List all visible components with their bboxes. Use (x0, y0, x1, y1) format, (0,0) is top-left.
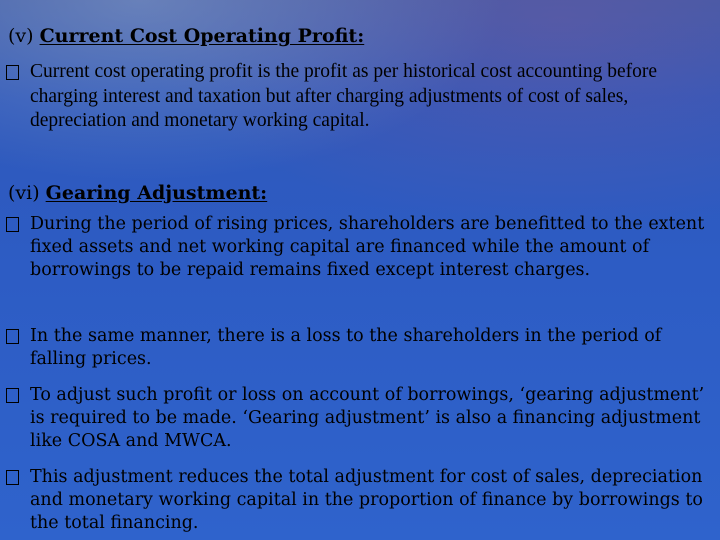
heading-number: (v) (8, 25, 34, 47)
bullet-text: Current cost operating profit is the profit as per historical cost accounting before charging interest and taxation but after charging adjustments of cost of sales, depreciation and monetary working capital. (30, 61, 658, 131)
bullet-item (6, 60, 706, 134)
bullet-text: During the period of rising prices, shareholders are benefitted to the extent fixed assets and net working capital are financed while the amount of borrowings to be repaid remains fixed except interest charges. (30, 214, 705, 281)
heading-gearing-adjustment (8, 181, 267, 205)
heading-current-cost-operating-profit (8, 24, 364, 48)
bullet-box-icon (6, 329, 19, 344)
bullet-item (6, 213, 706, 283)
bullet-box-icon (6, 470, 19, 485)
heading-title: Gearing Adjustment: (45, 182, 268, 204)
bullet-box-icon (6, 65, 19, 80)
bullet-text: In the same manner, there is a loss to the shareholders in the period of falling prices. (30, 326, 662, 370)
bullet-item (6, 325, 706, 371)
bullet-text: To adjust such profit or loss on account of borrowings, ‘gearing adjustment’ is required to be made. ‘Gearing adjustment’ is also a financing adjustment like COSA and MWCA. (30, 385, 705, 452)
bullet-item (6, 384, 706, 454)
bullet-item (6, 466, 706, 536)
heading-title: Current Cost Operating Profit: (39, 25, 365, 47)
heading-number: (vi) (8, 182, 40, 204)
bullet-box-icon (6, 388, 19, 403)
bullet-box-icon (6, 217, 19, 232)
bullet-text: This adjustment reduces the total adjustment for cost of sales, depreciation and monetary working capital in the proportion of finance by borrowings to the total financing. (30, 467, 703, 534)
